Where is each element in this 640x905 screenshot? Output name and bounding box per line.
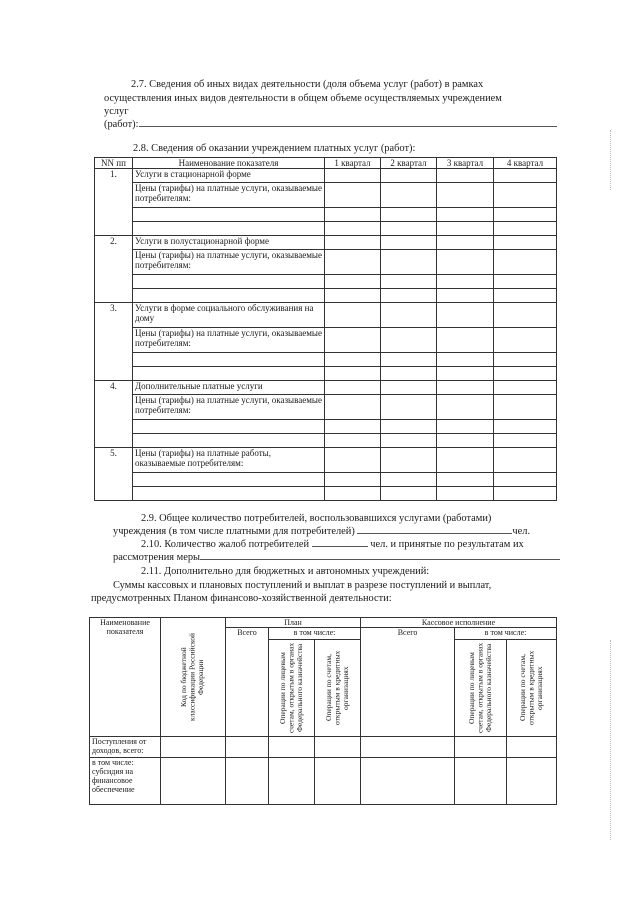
row-number: 5. xyxy=(95,448,133,501)
table-row xyxy=(95,381,557,395)
fin-row-label: в том числе: субсидия на финансовое обеспечение xyxy=(90,758,161,805)
fin-header-row-1 xyxy=(90,618,557,628)
fin-header-code: Код по бюджетной классификации Российской Федерации xyxy=(179,633,206,721)
scan-edge-mark xyxy=(610,640,612,840)
service-name: Услуги в стационарной форме xyxy=(133,169,325,183)
fin-header-cash-fk: Операции по лицевым счетам, открытым в органах Федерального казначейства xyxy=(466,642,493,734)
table-row xyxy=(95,395,557,420)
section-2-7-line4 xyxy=(104,119,557,131)
table-row xyxy=(95,487,557,501)
table-row xyxy=(95,367,557,381)
table-row xyxy=(90,737,557,758)
table-row xyxy=(95,434,557,448)
table-row xyxy=(90,758,557,805)
price-label: Цены (тарифы) на платные услуги, оказываемые потребителям: xyxy=(133,250,325,275)
service-name: Услуги в форме социального обслуживания на дому xyxy=(133,303,325,328)
table-row xyxy=(95,236,557,250)
fin-header-plan-incl: в том числе: xyxy=(269,628,361,640)
table-row xyxy=(95,183,557,208)
section-2-9-line1: 2.9. Общее количество потребителей, воспользовавшихся услугами (работами) xyxy=(141,513,492,524)
fin-header-name: Наименование показателя xyxy=(90,618,161,737)
fin-header-plan-fk-cell xyxy=(269,640,315,737)
table-row xyxy=(95,275,557,289)
table-row xyxy=(95,222,557,236)
fin-header-code-cell xyxy=(161,618,226,737)
section-2-7-line2: осуществления иных видов деятельности в общем объеме осуществляемых учреждением xyxy=(104,93,502,104)
price-label: Цены (тарифы) на платные услуги, оказываемые потребителям: xyxy=(133,183,325,208)
fin-header-plan-bank-cell xyxy=(315,640,361,737)
consumers-count-field[interactable] xyxy=(357,533,512,534)
financial-table xyxy=(89,617,557,805)
header-q3: 3 квартал xyxy=(437,158,494,169)
table-row xyxy=(95,169,557,183)
section-2-7-line1: 2.7. Сведения об иных видах деятельности (доля объема услуг (работ) в рамках xyxy=(131,79,484,90)
table-header-row xyxy=(95,158,557,169)
service-name: Услуги в полустационарной форме xyxy=(133,236,325,250)
paid-services-table xyxy=(94,157,557,501)
fin-row-label: Поступления от доходов, всего: xyxy=(90,737,161,758)
complaints-count-field[interactable] xyxy=(312,546,368,547)
section-2-11-line1: 2.11. Дополнительно для бюджетных и автономных учреждений: xyxy=(141,566,430,577)
table-row xyxy=(95,473,557,487)
section-2-11-line3: предусмотренных Планом финансово-хозяйственной деятельности: xyxy=(91,593,392,604)
table-row xyxy=(95,448,557,473)
row-number: 2. xyxy=(95,236,133,303)
header-q1: 1 квартал xyxy=(325,158,381,169)
fin-header-cash-incl: в том числе: xyxy=(455,628,557,640)
header-nn: NN пп xyxy=(95,158,133,169)
price-label: Цены (тарифы) на платные услуги, оказываемые потребителям: xyxy=(133,328,325,353)
scan-edge-mark xyxy=(610,130,612,190)
table-row xyxy=(95,289,557,303)
header-name: Наименование показателя xyxy=(133,158,325,169)
section-2-11-line2: Суммы кассовых и плановых поступлений и выплат в разрезе поступлений и выплат, xyxy=(113,580,492,591)
row-number: 4. xyxy=(95,381,133,448)
section-2-9-line2 xyxy=(113,526,530,538)
fin-header-cash-bank: Операции по счетам, открытым в кредитных организациях xyxy=(517,650,544,726)
service-name: Дополнительные платные услуги xyxy=(133,381,325,395)
fin-header-cash-fk-cell xyxy=(455,640,507,737)
table-row xyxy=(95,250,557,275)
fin-header-plan-bank: Операции по счетам, открытым в кредитных организациях xyxy=(323,650,350,726)
section-2-7-line3: услуг xyxy=(104,106,129,117)
row-number: 3. xyxy=(95,303,133,381)
section-2-7-label: (работ): xyxy=(104,119,139,130)
price-label: Цены (тарифы) на платные услуги, оказываемые потребителям: xyxy=(133,395,325,420)
measures-field[interactable] xyxy=(200,559,560,560)
section-2-7-fill-line[interactable] xyxy=(139,126,557,127)
fin-header-plan-fk: Операции по лицевым счетам, открытым в органах Федерального казначейства xyxy=(277,642,304,734)
table-row xyxy=(95,420,557,434)
section-2-8-title: 2.8. Сведения об оказании учреждением платных услуг (работ): xyxy=(133,143,416,154)
section-2-10-label: 2.10. Количество жалоб потребителей xyxy=(141,539,310,550)
price-label: Цены (тарифы) на платные работы, оказываемые потребителям: xyxy=(133,448,325,473)
fin-header-plan-total: Всего xyxy=(226,628,269,737)
section-2-9-label: учреждения (в том числе платными для потребителей) xyxy=(113,526,355,537)
fin-header-cash: Кассовое исполнение xyxy=(361,618,557,628)
table-row xyxy=(95,328,557,353)
section-2-10-line2 xyxy=(113,552,560,564)
section-2-10-measures-label: рассмотрения меры xyxy=(113,552,201,563)
header-q4: 4 квартал xyxy=(494,158,557,169)
section-2-9-unit: чел. xyxy=(512,526,531,537)
fin-header-cash-total: Всего xyxy=(361,628,455,737)
section-2-10-line1 xyxy=(141,539,524,551)
row-number: 1. xyxy=(95,169,133,236)
fin-header-plan: План xyxy=(226,618,361,628)
table-row xyxy=(95,208,557,222)
section-2-10-mid: чел. и принятые по результатам их xyxy=(370,539,524,550)
table-row xyxy=(95,303,557,328)
table-row xyxy=(95,353,557,367)
header-q2: 2 квартал xyxy=(381,158,437,169)
fin-header-cash-bank-cell xyxy=(507,640,557,737)
